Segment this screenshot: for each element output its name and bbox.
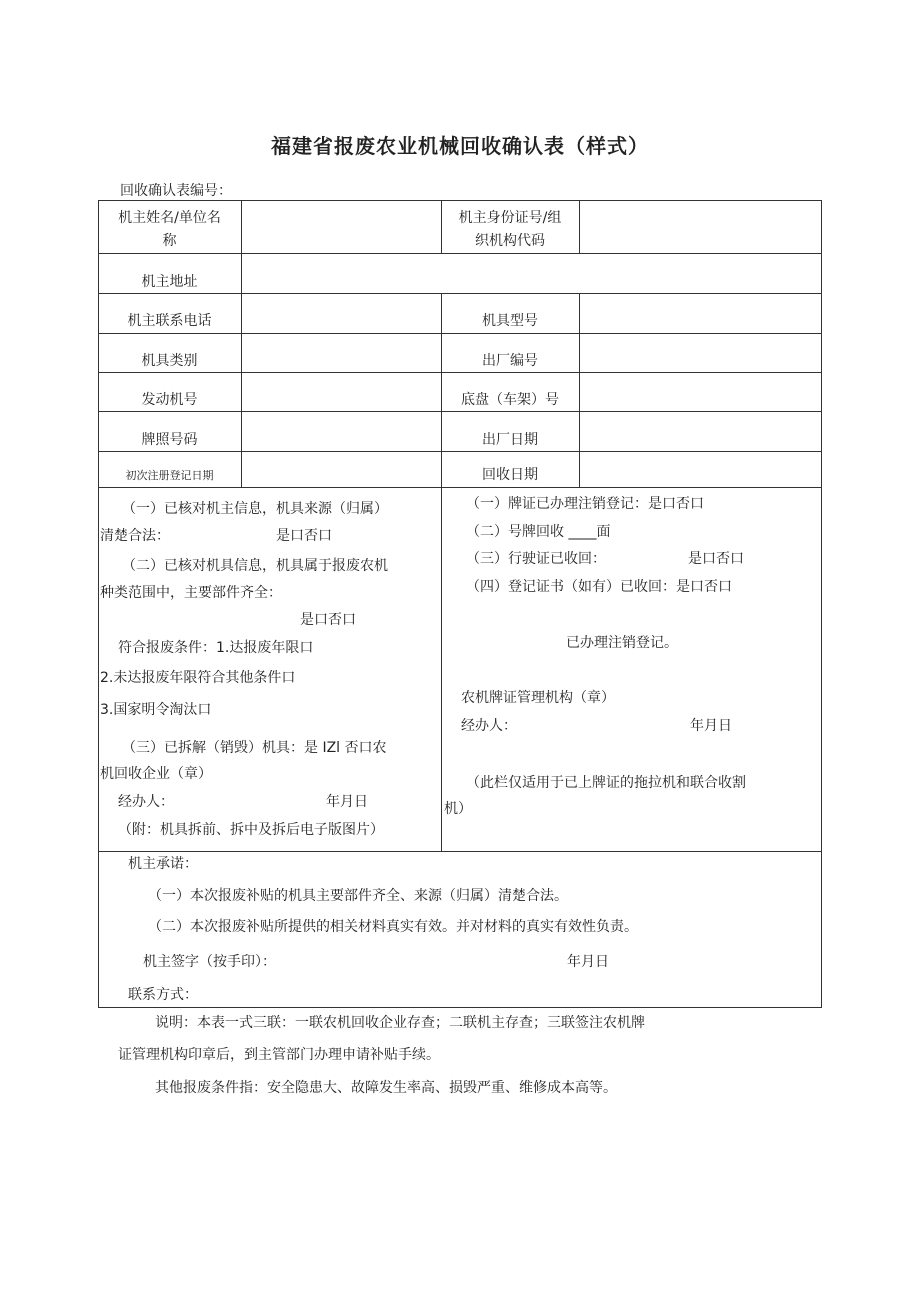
right-line-4: （四）登记证书（如有）已收回：是口否口 xyxy=(466,579,732,595)
recycle-date-label: 回收日期 xyxy=(482,467,538,483)
left-line-7: 2.未达报废年限符合其他条件口 xyxy=(100,670,296,686)
left-line-9: （三）已拆解（销毁）机具：是 IZl 否口农 xyxy=(122,740,387,756)
left-line-11a: 经办人： xyxy=(118,794,174,810)
right-line-3a: （三）行驶证已收回： xyxy=(466,551,606,567)
plate-label: 牌照号码 xyxy=(141,432,198,448)
right-line-7a: 经办人： xyxy=(461,718,517,734)
left-line-6: 符合报废条件：1.达报废年限口 xyxy=(118,640,314,656)
right-line-1: （一）牌证已办理注销登记：是口否口 xyxy=(466,496,704,512)
model-label: 机具型号 xyxy=(482,313,538,329)
factory-no-label: 出厂编号 xyxy=(482,353,538,369)
promise-line-1: （一）本次报废补贴的机具主要部件齐全、来源（归属）清楚合法。 xyxy=(148,888,568,904)
id-label: 机主身份证号/组 xyxy=(458,210,562,226)
id-label-cont: 织机构代码 xyxy=(475,233,545,249)
left-line-11b: 年月日 xyxy=(326,794,368,810)
table-border-right xyxy=(821,200,822,1008)
left-line-1: （一）已核对机主信息，机具来源（归属） xyxy=(122,501,388,517)
left-line-5: 是口否口 xyxy=(300,612,356,628)
left-line-12: （附：机具拆前、拆中及拆后电子版图片） xyxy=(118,822,384,838)
address-label: 机主地址 xyxy=(141,274,198,290)
engine-no-label: 发动机号 xyxy=(141,392,198,408)
left-line-2a: 清楚合法： xyxy=(100,528,170,544)
left-line-10: 机回收企业（章） xyxy=(100,766,212,782)
promise-title: 机主承诺： xyxy=(128,856,198,872)
table-border-top xyxy=(98,200,822,201)
owner-name-label: 机主姓名/单位名 xyxy=(118,210,221,226)
category-label: 机具类别 xyxy=(141,353,198,369)
note-line-2: 证管理机构印章后，到主管部门办理申请补贴手续。 xyxy=(118,1047,440,1063)
promise-sign-label: 机主签字（按手印）： xyxy=(143,954,276,970)
note-line-1: 说明：本表一式三联：一联农机回收企业存查；二联机主存查；三联签注农机牌 xyxy=(155,1015,645,1031)
first-reg-label: 初次注册登记日期 xyxy=(125,469,214,482)
col-line xyxy=(441,487,442,851)
factory-date-label: 出厂日期 xyxy=(482,432,538,448)
right-line-7b: 年月日 xyxy=(690,718,732,734)
col-line xyxy=(579,200,580,253)
right-line-3b: 是口否口 xyxy=(688,551,744,567)
right-line-6: 农机牌证管理机构（章） xyxy=(461,690,615,706)
promise-contact-label: 联系方式： xyxy=(128,987,198,1003)
form-number-label: 回收确认表编号： xyxy=(120,183,232,199)
right-line-2: （二）号牌回收 ____面 xyxy=(466,524,611,540)
col-line xyxy=(241,200,242,487)
right-line-9: 机） xyxy=(444,801,472,817)
owner-name-label-cont: 称 xyxy=(162,233,177,249)
left-line-8: 3.国家明令淘汰口 xyxy=(100,702,212,718)
col-line xyxy=(579,293,580,487)
left-line-4: 种类范围中，主要部件齐全： xyxy=(100,585,282,601)
note-line-3: 其他报废条件指：安全隐患大、故障发生率高、损毁严重、维修成本高等。 xyxy=(155,1080,617,1096)
phone-label: 机主联系电话 xyxy=(127,313,212,329)
left-line-3: （二）已核对机具信息，机具属于报废农机 xyxy=(122,558,388,574)
promise-date: 年月日 xyxy=(567,954,609,970)
row-line xyxy=(98,253,822,254)
row-line xyxy=(98,851,822,852)
table-border-bottom xyxy=(98,1007,822,1008)
right-line-5: 已办理注销登记。 xyxy=(566,635,678,651)
chassis-label: 底盘（车架）号 xyxy=(461,392,559,408)
row-line xyxy=(98,333,822,334)
left-line-2b: 是口否口 xyxy=(276,528,332,544)
page-title: 福建省报废农业机械回收确认表（样式） xyxy=(271,134,649,158)
right-line-8: （此栏仅适用于已上牌证的拖拉机和联合收割 xyxy=(466,775,746,791)
promise-line-2: （二）本次报废补贴所提供的相关材料真实有效。并对材料的真实有效性负责。 xyxy=(148,919,638,935)
